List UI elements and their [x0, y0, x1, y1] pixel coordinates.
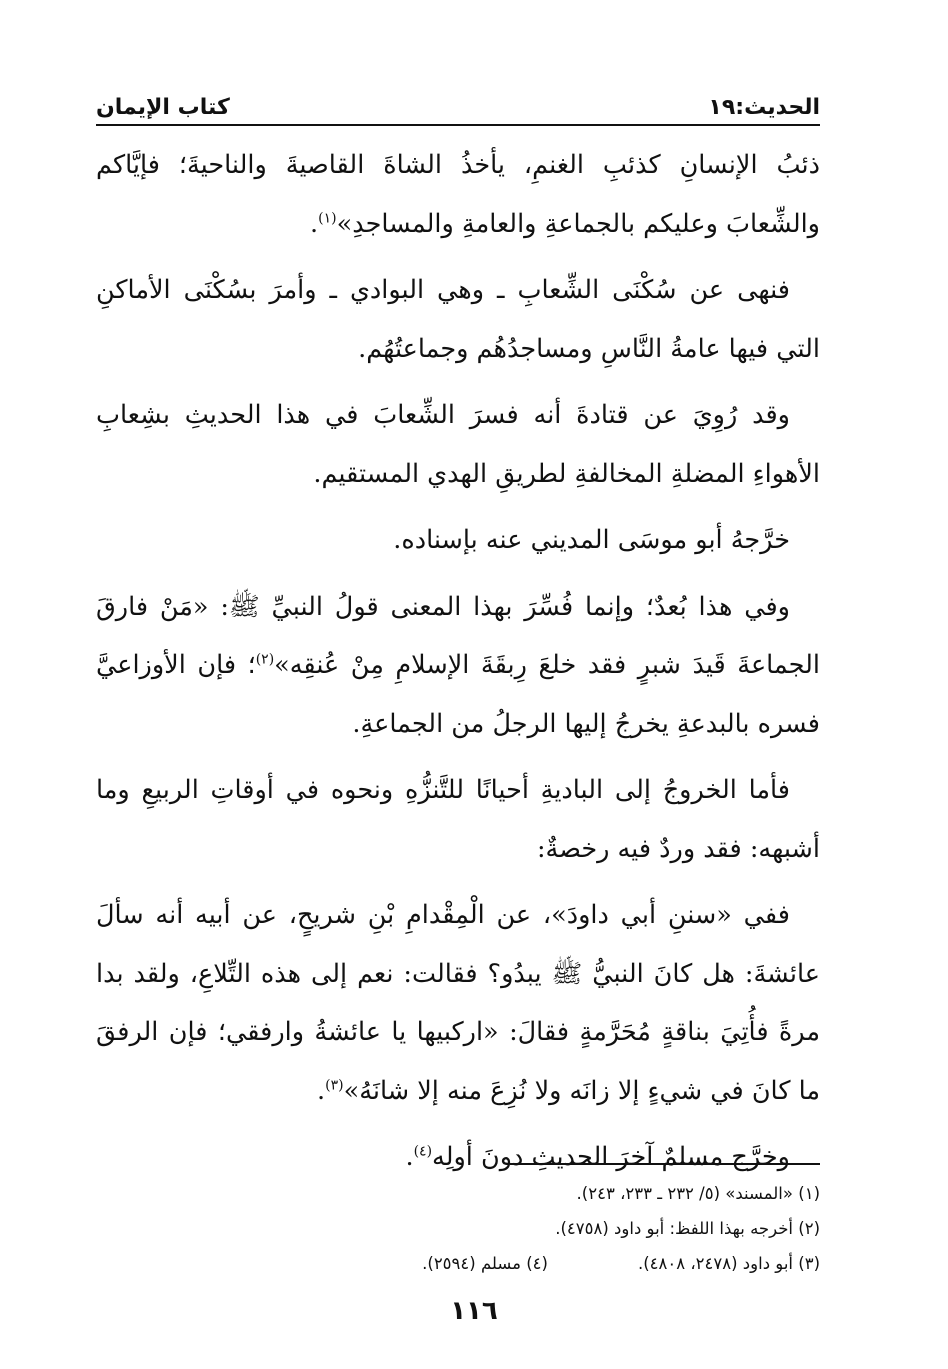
main-text [96, 136, 820, 1195]
paragraph-4: خرَّجهُ أبو موسَى المديني عنه بإسناده. [393, 525, 790, 555]
page-number: ١١٦ [450, 1296, 498, 1326]
paragraph-6: فأما الخروجُ إلى الباديةِ أحيانًا للتَّنزُّهِ ونحوه في أوقاتِ الربيعِ وما أشبهه: فقد وردٌ فيه رخصةٌ: [96, 775, 820, 864]
running-header [96, 84, 820, 120]
footnotes [96, 1176, 820, 1281]
footnote-ref-4: (٤) [413, 1143, 433, 1160]
paragraph-8: وخرَّج مسلمٌ آخرَ الحديثِ دونَ أولِه$^{(٤)}$. [405, 1142, 790, 1172]
footnote-divider [510, 1163, 820, 1165]
paragraph-5: وفي هذا بُعدٌ؛ وإنما فُسِّرَ بهذا المعنى قولُ النبيِّ ﷺ: «مَنْ فارقَ الجماعةَ قَيدَ شبرٍ فقد خلعَ رِبقَةَ الإسلامِ مِنْ عُنقِه»$^{(٢)}$؛ فإن الأوزاعيَّ فسره بالبدعةِ يخرجُ إليها الرجلُ من الجماعةِ. [96, 591, 820, 739]
footnote-1: (١) «المسند» (٥/ ٢٣٢ ـ ٢٣٣، ٢٤٣). [576, 1184, 820, 1203]
footnote-ref-1: (١) [318, 210, 337, 226]
paragraph-7: ففي «سننِ أبي داودَ»، عن الْمِقْدامِ بْنِ شريحٍ، عن أبيه أنه سألَ عائشةَ: هل كانَ النبيُّ ﷺ يبدُو؟ فقالت: نعم إلى هذه التِّلاعِ، ولقد بدا مرةً فأُتِيَ بناقةٍ مُحَرَّمةٍ فقالَ: «اركبيها يا عائشةُ وارفقي؛ فإن الرفقَ ما كانَ في شيءٍ إلا زانَه ولا نُزِعَ منه إلا شانَهُ»$^{(٣)}$. [96, 900, 820, 1106]
footnote-2: (٢) أخرجه بهذا اللفظ: أبو داود (٤٧٥٨). [555, 1219, 820, 1238]
header-book-title: كتاب الإيمان [96, 95, 230, 120]
footnote-row [96, 1246, 820, 1281]
header-divider [96, 124, 820, 126]
footnote-3: (٣) أبو داود (٢٤٧٨، ٤٨٠٨). [637, 1254, 820, 1273]
paragraph-1: ذئبُ الإنسانِ كذئبِ الغنمِ، يأخذُ الشاةَ القاصيةَ والناحيةَ؛ فإيَّاكم والشِّعابَ وعليكم بالجماعةِ والعامةِ والمساجدِ»$^{(١)}$. [96, 150, 820, 239]
paragraph-2: فنهى عن سُكْنَى الشِّعابِ ـ وهي البوادي ـ وأمرَ بسُكْنَى الأماكنِ التي فيها عامةُ النَّاسِ ومساجدُهُم وجماعتُهُم. [96, 275, 820, 364]
footnote-4: (٤) مسلم (٢٥٩٤). [422, 1254, 548, 1273]
footnote-ref-3: (٣) [325, 1077, 344, 1093]
paragraph-3: وقد رُوِيَ عن قتادةَ أنه فسرَ الشِّعابَ في هذا الحديثِ بشِعابِ الأهواءِ المضلةِ المخالفةِ لطريقِ الهدي المستقيم. [96, 400, 820, 489]
footnote-ref-2: (٢) [255, 651, 275, 668]
header-hadith-number: الحديث:١٩ [708, 95, 820, 120]
